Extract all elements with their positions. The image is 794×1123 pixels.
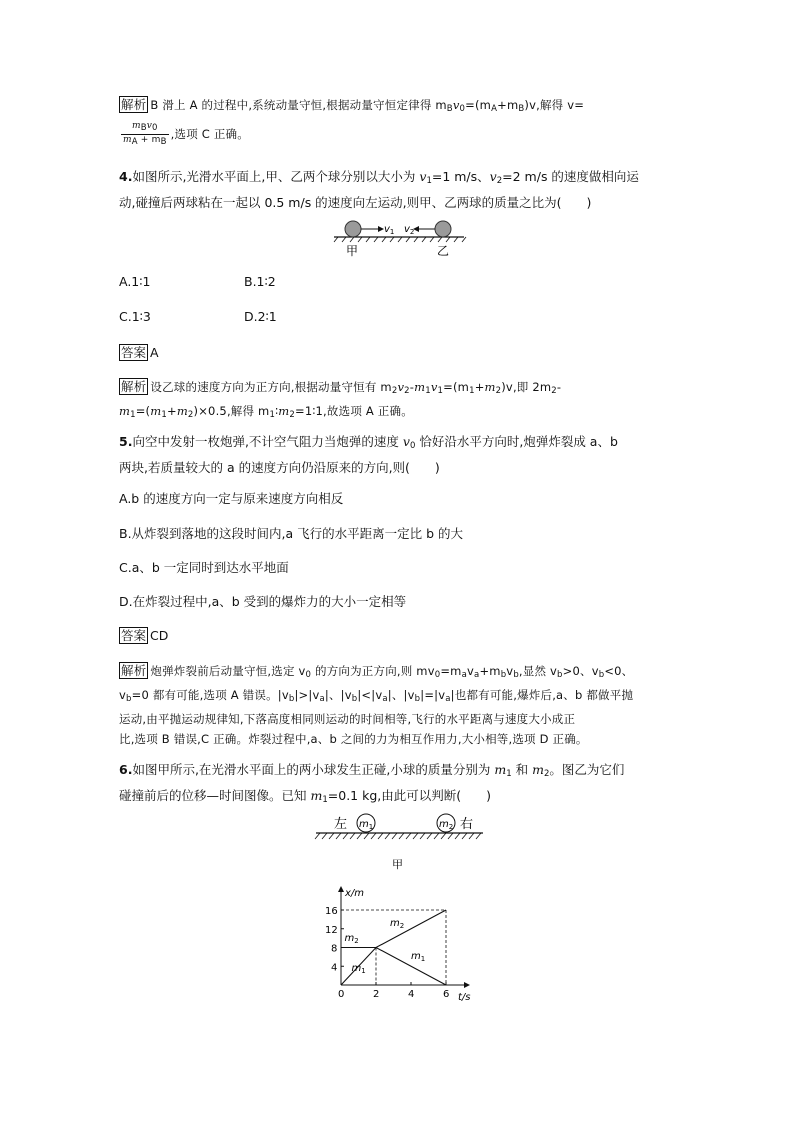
q5-option-b[interactable]: B.从炸裂到落地的这段时间内,a 飞行的水平距离一定比 b 的大 — [119, 526, 464, 541]
x-axis-arrow — [464, 982, 470, 988]
q3-solution-line2: $\frac{m_Bv_0}{m_A + m_B}$ ,选项 C 正确。 — [123, 121, 249, 147]
y-axis-label: x/m — [345, 888, 365, 899]
series-label-m2: $m_2$ — [344, 932, 359, 945]
label-yi: 乙 — [437, 244, 450, 258]
daan-tag: 答案 — [121, 628, 147, 643]
label-v2: $v_2$ — [404, 224, 415, 236]
ball-yi — [435, 221, 451, 237]
x-tick-label: 2 — [373, 989, 380, 1000]
y-axis-arrow — [338, 886, 344, 892]
label-left: 左 — [334, 817, 348, 832]
series-label-m2: $m_2$ — [390, 917, 405, 930]
q6-figure-jia — [308, 806, 488, 876]
q5-option-d[interactable]: D.在炸裂过程中,a、b 受到的爆炸力的大小一定相等 — [119, 594, 407, 609]
q5-option-a[interactable]: A.b 的速度方向一定与原来速度方向相反 — [119, 491, 344, 506]
q5-option-c[interactable]: C.a、b 一定同时到达水平地面 — [119, 560, 289, 575]
q4-option-a[interactable]: A.1∶1 — [119, 274, 151, 289]
question-4 — [119, 166, 679, 214]
svg-text:m2: $m_2$ — [439, 819, 454, 831]
q4-figure — [330, 218, 470, 260]
question-6: 6.如图甲所示,在光滑水平面上的两小球发生正碰,小球的质量分别为 $m_1$ 和 $m_2$。图乙为它们 碰撞前后的位移—时间图像。已知 $m_1=0.1$ kg,由此可以判断( ) — [119, 762, 625, 805]
q4-option-d[interactable]: D.2∶1 — [244, 309, 277, 324]
q3-solution — [119, 95, 679, 148]
svg-text:m1: $m_1$ — [359, 819, 374, 831]
y-tick-label: 12 — [325, 924, 338, 936]
label-v1: $v_1$ — [384, 224, 395, 236]
q4-option-c[interactable]: C.1∶3 — [119, 309, 151, 324]
question-4-line1: 4.如图所示,光滑水平面上,甲、乙两个球分别以大小为 $v_1=1$ m/s、$v_2=2$ m/s 的速度做相向运 — [119, 169, 639, 186]
x-tick-label: 0 — [338, 989, 345, 1000]
xt-chart — [320, 884, 490, 1010]
jiexi-tag: 解析 — [121, 379, 147, 394]
ball-jia — [345, 221, 361, 237]
jiexi-tag: 解析 — [121, 663, 147, 678]
label-jia: 甲 — [346, 244, 359, 258]
question-5: 5.向空中发射一枚炮弹,不计空气阻力当炮弹的速度 $v_0$ 恰好沿水平方向时,炮弹炸裂成 a、b 两块,若质量较大的 a 的速度方向仍沿原来的方向,则( ) — [119, 434, 618, 475]
jiexi-tag: 解析 — [121, 97, 147, 112]
q4-option-b[interactable]: B.1∶2 — [244, 274, 276, 289]
label-right: 右 — [460, 817, 474, 832]
daan-tag: 答案 — [121, 345, 147, 360]
ground-hatch — [315, 833, 481, 839]
ground-hatch — [334, 237, 466, 242]
series-label-m1: $m_1$ — [411, 951, 426, 964]
q3-solution-line1: 解析 B 滑上 A 的过程中,系统动量守恒,根据动量守恒定律得 $m_Bv_0=(m_A+m_B)v$,解得 v= — [121, 97, 585, 114]
y-tick-label: 16 — [325, 906, 338, 917]
caption-jia: 甲 — [392, 858, 403, 871]
fraction: $\frac{m_Bv_0}{m_A + m_B}$ — [123, 121, 167, 147]
series-label-m1: $m_1$ — [351, 962, 366, 975]
q5-answer: 答案 CD — [121, 628, 169, 643]
y-tick-label: 4 — [331, 962, 338, 974]
q4-answer: 答案 A — [121, 345, 159, 360]
x-tick-label: 4 — [408, 989, 415, 1000]
x-axis-label: t/s — [458, 992, 471, 1003]
question-4-line2: 动,碰撞后两球粘在一起以 0.5 m/s 的速度向左运动,则甲、乙两球的质量之比为( ) — [119, 195, 592, 210]
y-tick-label: 8 — [331, 943, 338, 955]
x-tick-label: 6 — [443, 989, 450, 1000]
q4-solution: 解析 设乙球的速度方向为正方向,根据动量守恒有 $m_2v_2-m_1v_1=(m_1+m_2)v$,即 $2m_2-$ $m_1=(m_1+m_2)\times 0.5$,解得 $m_1∶m_2=1∶1$,故选项 A 正确。 — [119, 379, 562, 420]
q5-solution: 解析 炮弹炸裂前后动量守恒,选定 $v_0$ 的方向为正方向,则 $mv_0=m_av_a+m_bv_b$,显然 $v_b>0$、$v_b<0$、 $v_b=0$ 都有可能,选项 A 错误。$|v_b|>|v_a|$、$|v_b|<|v_a|$、$|v_b|=|v_a|$也都有可能,爆炸后,a、b 都做平抛 运动,由平抛运动规律知,下落高度相同则运动的时间相等,飞行的水平距离与速度大小成正 比,选项 B 错误,C 正确。炸裂过程中,a、b 之间的力为相互作用力,大小相等,选项 D 正确。 — [119, 663, 634, 746]
